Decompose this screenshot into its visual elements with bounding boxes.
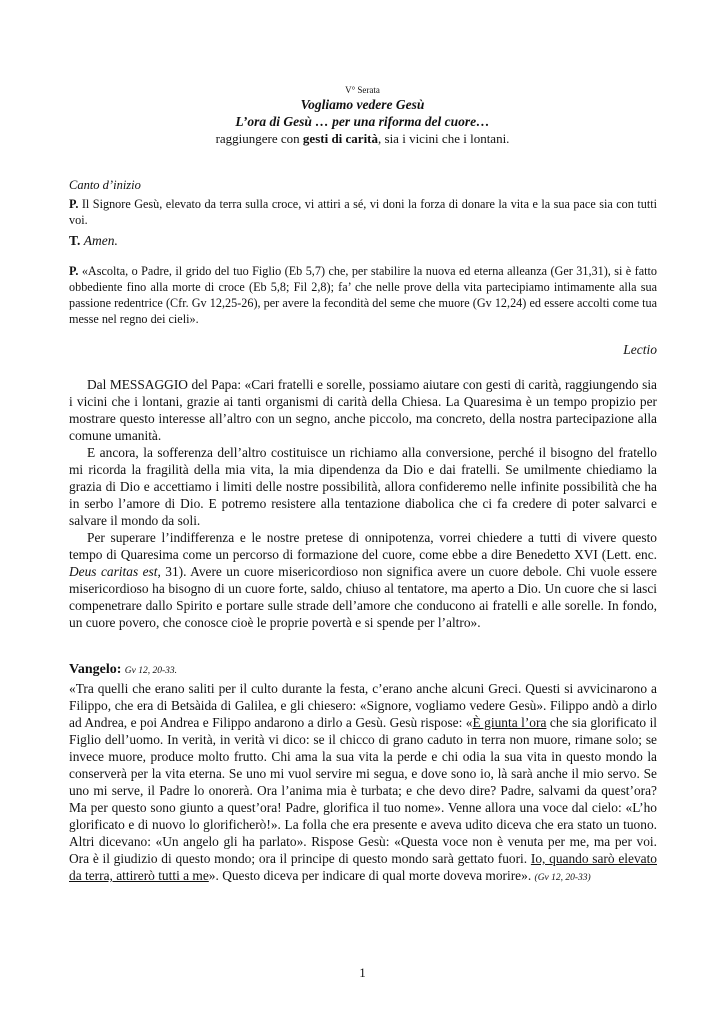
gospel-text-1: «Tra quelli che erano saliti per il culto durante la festa, c’erano anche alcuni Greci. Questi si avvicinarono a Filippo, che era di Betsàida di Galilea, e gli chiesero: «Signore, vogliamo vedere Gesù». Filippo andò a dirlo ad Andrea, e poi Andrea e Filippo andarono a dirlo a Gesù. Gesù rispose: « bbox=[69, 681, 657, 730]
header bbox=[0, 84, 725, 147]
speaker-p: P. bbox=[69, 197, 79, 211]
opening-prayer bbox=[69, 196, 657, 228]
serata-label: V° Serata bbox=[345, 85, 380, 95]
title-line-1: Vogliamo vedere Gesù bbox=[300, 97, 425, 112]
gospel-text-2: che sia glorificato il Figlio dell’uomo. In verità, in verità vi dico: se il chicco di grano caduto in terra non muore, rimane solo; se invece muore, produce molto frutto. Chi ama la sua vita la perde e chi odia la sua vita in questo mondo la conserverà per la vita eterna. Se uno mi vuol servire mi segua, e dove sono io, là sarà anche il mio servo. Se uno mi serve, il Padre lo onorerà. Ora l’anima mia è turbata; e che devo dire? Padre, salvami da quest’ora? Ma per questo sono giunto a quest’ora! Padre, glorifica il tuo nome». Venne allora una voce dal cielo: «L’ho glorificato e di nuovo lo glorificherò!». La folla che era presente e aveva udito diceva che era stato un tuono. Altri dicevano: «Un angelo gli ha parlato». Rispose Gesù: «Questa voce non è venuta per me, ma per voi. Ora è il giudizio di questo mondo; ora il principe di questo mondo sarà gettato fuori. bbox=[69, 715, 658, 866]
gospel-end-reference: (Gv 12, 20-33) bbox=[534, 873, 591, 883]
subtitle-post: , sia i vicini che i lontani. bbox=[378, 131, 510, 146]
gospel-label: Vangelo: bbox=[69, 662, 122, 677]
opening-prayer-text: Il Signore Gesù, elevato da terra sulla croce, vi attiri a sé, vi doni la forza di donare la vita e la sua pace sia con tutti voi. bbox=[69, 197, 657, 227]
subtitle bbox=[0, 130, 725, 147]
amen-text: Amen. bbox=[83, 233, 118, 248]
amen-response bbox=[69, 232, 657, 249]
gospel-underline-1: È giunta l’ora bbox=[472, 715, 547, 730]
speaker-p-2: P. bbox=[69, 264, 79, 278]
collect-prayer bbox=[69, 263, 657, 327]
subtitle-pre: raggiungere con bbox=[215, 131, 303, 146]
gospel-section bbox=[69, 660, 657, 887]
gospel-reference: Gv 12, 20-33. bbox=[124, 666, 177, 676]
message-p3-pre: Per superare l’indifferenza e le nostre pretese di onnipotenza, vorrei chiedere a tutti di vivere questo tempo di Quaresima come un percorso di formazione del cuore, come ebbe a dire Benedetto XVI (Lett. enc. bbox=[69, 530, 657, 562]
title-line-2: L’ora di Gesù … per una riforma del cuore… bbox=[235, 114, 490, 129]
subtitle-bold: gesti di carità bbox=[302, 131, 379, 146]
lectio-heading: Lectio bbox=[623, 342, 657, 357]
message-p3-post: , 31). Avere un cuore misericordioso non significa avere un cuore debole. Chi vuole essere misericordioso ha bisogno di un cuore forte, saldo, chiuso al tentatore, ma aperto a Dio. Un cuore che si lasci compenetrare dallo Spirito e portare sulle strade dell’amore che conducono ai fratelli e alle sorelle. In fondo, un cuore povero, che conosce cioè le proprie povertà e si spende per l’altro». bbox=[69, 564, 657, 630]
message-paragraph-2: E ancora, la sofferenza dell’altro costituisce un richiamo alla conversione, perché il bisogno del fratello mi ricorda la fragilità della mia vita, la mia dipendenza da Dio e dai fratelli. Se umilmente chiediamo la grazia di Dio e accettiamo i limiti delle nostre possibilità, allora confideremo nelle infinite possibilità che ha in serbo l’amore di Dio. E potremo resistere alla tentazione diabolica che ci fa credere di poter salvarci e salvare il mondo da soli. bbox=[69, 445, 657, 528]
gospel-underline-2: Io, quando sarò elevato da terra, attirerò tutti a me bbox=[69, 851, 657, 883]
canto-label: Canto d’inizio bbox=[69, 178, 141, 192]
message-paragraph-1: Dal MESSAGGIO del Papa: «Cari fratelli e sorelle, possiamo aiutare con gesti di carità, raggiungendo sia i vicini che i lontani, grazie ai tanti organismi di carità della Chiesa. La Quaresima è un tempo propizio per mostrare questo interesse all’altro con un segno, anche piccolo, ma concreto, della nostra partecipazione alla comune umanità. bbox=[69, 377, 657, 443]
gospel-text bbox=[69, 680, 657, 887]
message-p3-italic: Deus caritas est bbox=[69, 564, 158, 579]
gospel-heading bbox=[69, 660, 657, 680]
speaker-t: T. bbox=[69, 233, 81, 248]
pope-message bbox=[69, 376, 657, 631]
message-paragraph-3 bbox=[69, 529, 657, 631]
gospel-text-3: ». Questo diceva per indicare di qual morte doveva morire». bbox=[208, 868, 535, 883]
collect-prayer-text: «Ascolta, o Padre, il grido del tuo Figlio (Eb 5,7) che, per stabilire la nuova ed eterna alleanza (Ger 31,31), si è fatto obbediente fino alla morte di croce (Eb 5,8; Fil 2,8); fa’ che nelle prove della vita partecipiamo intimamente alla sua passione redentrice (Cfr. Gv 12,25-26), per avere la fecondità del seme che muore (Gv 12,24) ed essere accolti come tua messe nel regno dei cieli». bbox=[69, 264, 657, 326]
page-number: 1 bbox=[359, 965, 366, 980]
